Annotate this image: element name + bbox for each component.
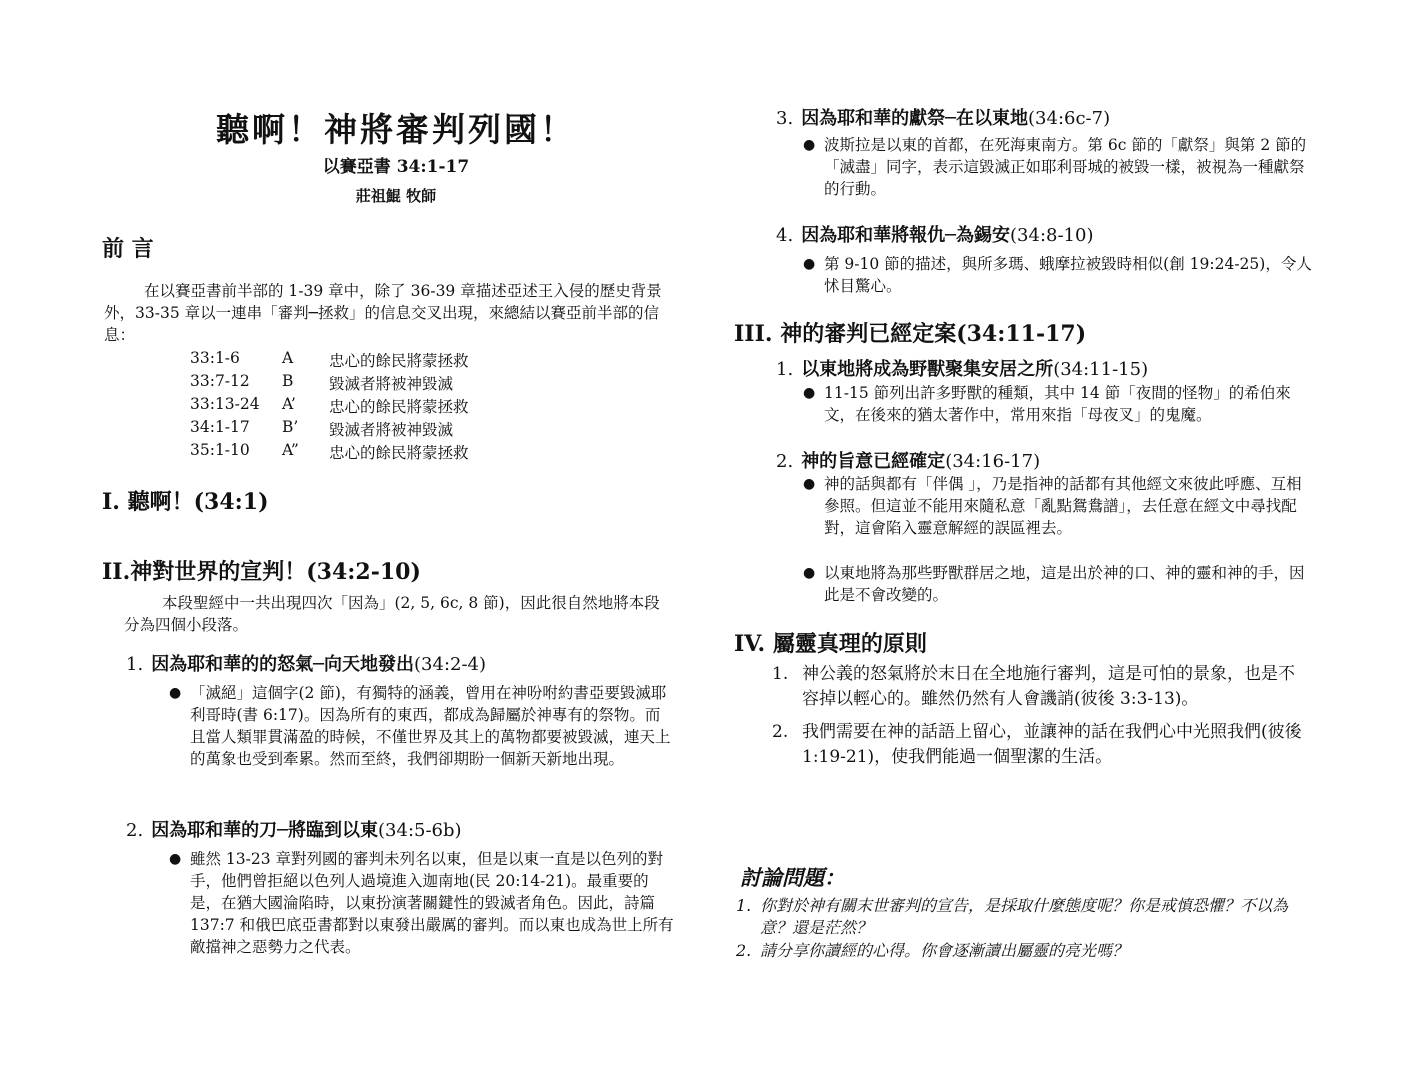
bullet-item: ● 「滅絕」這個字(2 節)，有獨特的涵義，曾用在神吩咐約書亞要毀滅耶利哥時(書 6:17)。因為所有的東西，都成為歸屬於神專有的祭物。而且當人類罪貫滿盈的時候，不僅世界及其上的萬物都要被毀滅，連天上的萬象也受到牽累。然而至終，我們卻期盼一個新天新地出現。 xyxy=(169,684,671,768)
bullet-icon: ● xyxy=(169,851,182,867)
table-row: 33:13-24 A’ 忠心的餘民將蒙拯救 xyxy=(190,395,469,416)
bullet-item: ● 以東地將為那些野獸群居之地，這是出於神的口、神的靈和神的手，因此是不會改變的。 xyxy=(803,564,1305,604)
table-row: 33:1-6 A 忠心的餘民將蒙拯救 xyxy=(190,349,469,370)
table-row: 35:1-10 A” 忠心的餘民將蒙拯救 xyxy=(190,441,469,462)
bullet-item: ● 神的話與都有「伴偶 」，乃是指神的話都有其他經文來彼此呼應、互相參照。但這並不能用來隨私意「亂點鴛鴦譜」，去任意在經文中尋找配對，這會陷入靈意解經的誤區裡去。 xyxy=(803,475,1302,537)
bullet-icon: ● xyxy=(803,256,816,272)
bullet-icon: ● xyxy=(803,385,816,401)
intro-paragraph: 在以賽亞書前半部的 1-39 章中，除了 36-39 章描述亞述王入侵的歷史背景外，33-35 章以一連串「審判─拯救」的信息交叉出現，來總結以賽亞前半部的信息： xyxy=(104,282,662,344)
section-2-sub-4: 4. 因為耶和華將報仇─為錫安(34:8-10) xyxy=(776,225,1094,246)
discussion-heading: 討論問題： xyxy=(740,865,845,890)
section-3-sub-2: 2. 神的旨意已經確定(34:16-17) xyxy=(776,451,1041,472)
section-2-sub-3: 3. 因為耶和華的獻祭─在以東地(34:6c-7) xyxy=(776,108,1111,129)
bullet-item: ● 11-15 節列出許多野獸的種類，其中 14 節「夜間的怪物」的希伯來文，在後來的猶太著作中，常用來指「母夜叉」的鬼魔。 xyxy=(803,384,1291,424)
page-title: 聽啊！神將審判列國！ xyxy=(216,110,576,149)
intro-table xyxy=(190,349,469,464)
table-row: 33:7-12 B 毀滅者將被神毀滅 xyxy=(190,372,454,393)
principle-item: 2. 我們需要在神的話語上留心，並讓神的話在我們心中光照我們(彼後 1:19-21)，使我們能過一個聖潔的生活。 xyxy=(772,722,1302,767)
section-2-paragraph: 本段聖經中一共出現四次「因為」(2, 5, 6c, 8 節)，因此很自然地將本段分為四個小段落。 xyxy=(124,594,660,634)
bullet-item: ● 波斯拉是以東的首都，在死海東南方。第 6c 節的「獻祭」與第 2 節的「滅盡」同字，表示這毀滅正如耶利哥城的被毀一樣，被視為一種獻祭的行動。 xyxy=(803,136,1307,198)
intro-heading: 前 言 xyxy=(102,236,154,262)
scripture-reference: 以賽亞書 34:1-17 xyxy=(322,157,470,177)
section-4-heading: IV. 屬靈真理的原則 xyxy=(734,631,927,657)
discussion-item: 2. 請分享你讀經的心得。你會逐漸讀出屬靈的亮光嗎？ xyxy=(736,941,1129,960)
bullet-icon: ● xyxy=(803,137,816,153)
bullet-icon: ● xyxy=(169,685,182,701)
table-row: 34:1-17 B’ 毀滅者將被神毀滅 xyxy=(190,418,454,439)
bullet-icon: ● xyxy=(803,565,816,581)
section-1-heading: I. 聽啊！(34:1) xyxy=(102,489,269,515)
bullet-icon: ● xyxy=(803,476,816,492)
section-3-sub-1: 1. 以東地將成為野獸聚集安居之所(34:11-15) xyxy=(776,359,1149,380)
section-3-heading: III. 神的審判已經定案(34:11-17) xyxy=(734,321,1087,347)
section-2-sub-1: 1. 因為耶和華的的怒氣─向天地發出(34:2-4) xyxy=(126,654,487,675)
section-2-sub-2: 2. 因為耶和華的刀─將臨到以東(34:5-6b) xyxy=(126,820,462,841)
section-2-heading: II.神對世界的宣判！(34:2-10) xyxy=(102,559,421,585)
author: 莊祖鯤 牧師 xyxy=(355,187,437,205)
discussion-item: 1. 你對於神有關末世審判的宣告，是採取什麼態度呢？你是戒慎恐懼？不以為意？還是茫然？ xyxy=(736,896,1289,937)
bullet-item: ● 雖然 13-23 章對列國的審判未列名以東，但是以東一直是以色列的對手，他們曾拒絕以色列人過境進入迦南地(民 20:14-21)。最重要的是，在猶大國淪陷時，以東扮演著關鍵性的毀滅者角色。因此，詩篇 137:7 和俄巴底亞書都對以東發出嚴厲的審判。而以東也成為世上所有敵擋神之惡勢力之代表。 xyxy=(169,850,674,956)
principle-item: 1. 神公義的怒氣將於末日在全地施行審判，這是可怕的景象，也是不容掉以輕心的。雖然仍然有人會譏誚(彼後 3:3-13)。 xyxy=(772,664,1295,709)
bullet-item: ● 第 9-10 節的描述，與所多瑪、蛾摩拉被毀時相似(創 19:24-25)，令人怵目驚心。 xyxy=(803,255,1312,295)
